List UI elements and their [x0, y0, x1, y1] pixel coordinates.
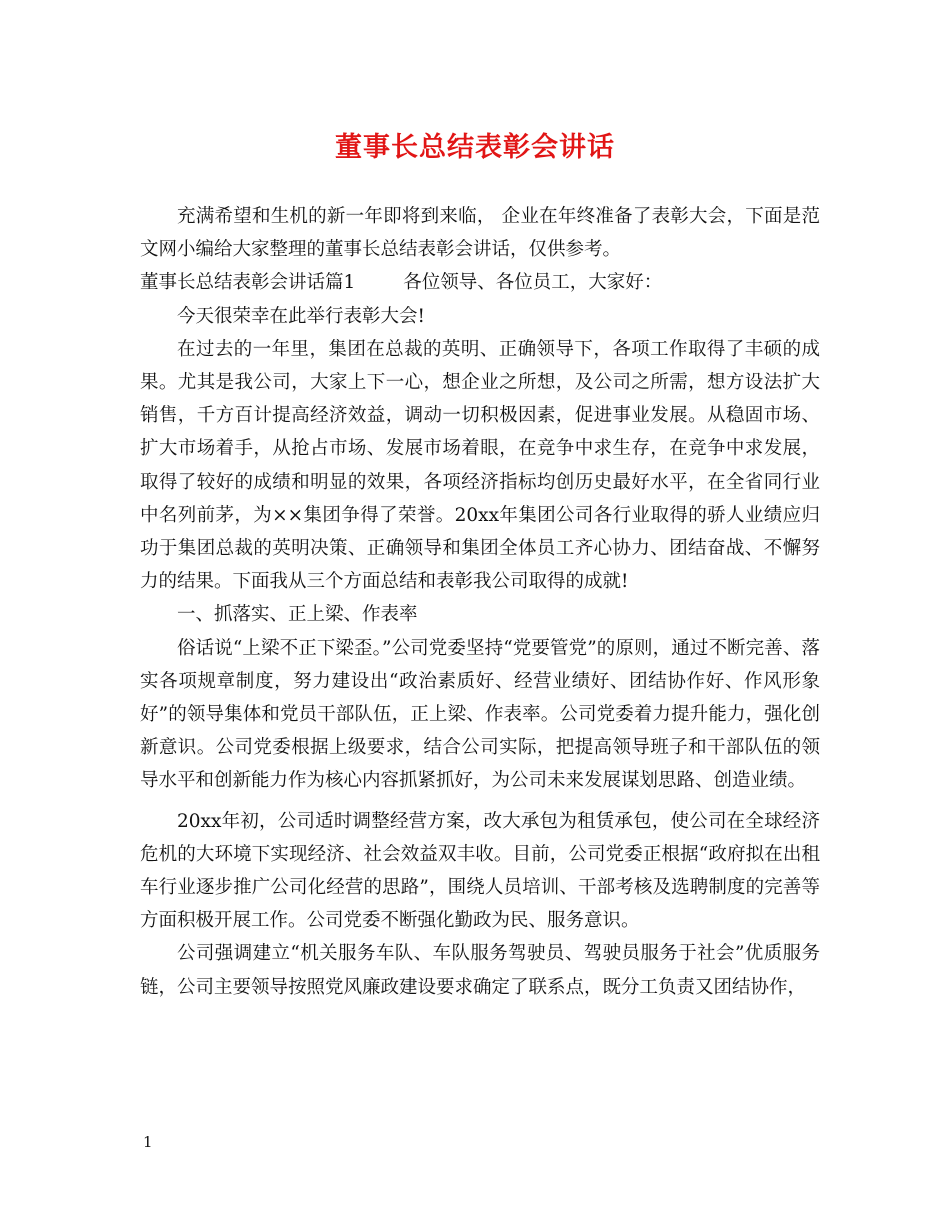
paragraph-honor: 今天很荣幸在此举行表彰大会! [177, 305, 425, 327]
section-heading: 董事长总结表彰会讲话篇1 [140, 272, 356, 294]
subheading-one: 一、抓落实、正上梁、作表率 [177, 604, 418, 626]
page-number: 1 [143, 1133, 153, 1151]
document-body [140, 200, 820, 1004]
paragraph-review: 在过去的一年里，集团在总裁的英明、正确领导下，各项工作取得了丰硕的成果。尤其是我公司，大家上下一心，想企业之所想，及公司之所需，想方设法扩大销售，千方百计提高经济效益，调动一切积极因素，促进事业发展。从稳固市场、扩大市场着手，从抢占市场、发展市场着眼，在竞争中求生存，在竞争中求发展，取得了较好的成绩和明显的效果，各项经济指标均创历史最好水平，在全省同行业中名列前茅，为××集团争得了荣誉。20xx年集团公司各行业取得的骄人业绩应归功于集团总裁的英明决策、正确领导和集团全体员工齐心协力、团结奋战、不懈努力的结果。下面我从三个方面总结和表彰我公司取得的成就! [140, 338, 820, 593]
paragraph-service: 公司强调建立“机关服务车队、车队服务驾驶员、驾驶员服务于社会”优质服务链，公司主要领导按照党风廉政建设要求确定了联系点，既分工负责又团结协作， [140, 943, 820, 998]
paragraph-business: 20xx年初，公司适时调整经营方案，改大承包为租赁承包，使公司在全球经济危机的大环境下实现经济、社会效益双丰收。目前，公司党委正根据“政府拟在出租车行业逐步推广公司化经营的思路”，围绕人员培训、干部考核及选聘制度的完善等方面积极开展工作。公司党委不断强化勤政为民、服务意识。 [140, 810, 820, 932]
intro-paragraph: 充满希望和生机的新一年即将到来临， 企业在年终准备了表彰大会，下面是范文网小编给大家整理的董事长总结表彰会讲话，仅供参考。 [140, 206, 820, 261]
greeting: 各位领导、各位员工，大家好： [403, 272, 663, 294]
paragraph-leadership: 俗话说“上梁不正下梁歪。”公司党委坚持“党要管党”的原则，通过不断完善、落实各项规章制度，努力建设出“政治素质好、经营业绩好、团结协作好、作风形象好”的领导集体和党员干部队伍，正上梁、作表率。公司党委着力提升能力，强化创新意识。公司党委根据上级要求，结合公司实际，把提高领导班子和干部队伍的领导水平和创新能力作为核心内容抓紧抓好，为公司未来发展谋划思路、创造业绩。 [140, 637, 820, 792]
section-heading-line [140, 266, 820, 299]
document-title: 董事长总结表彰会讲话 [335, 132, 615, 163]
